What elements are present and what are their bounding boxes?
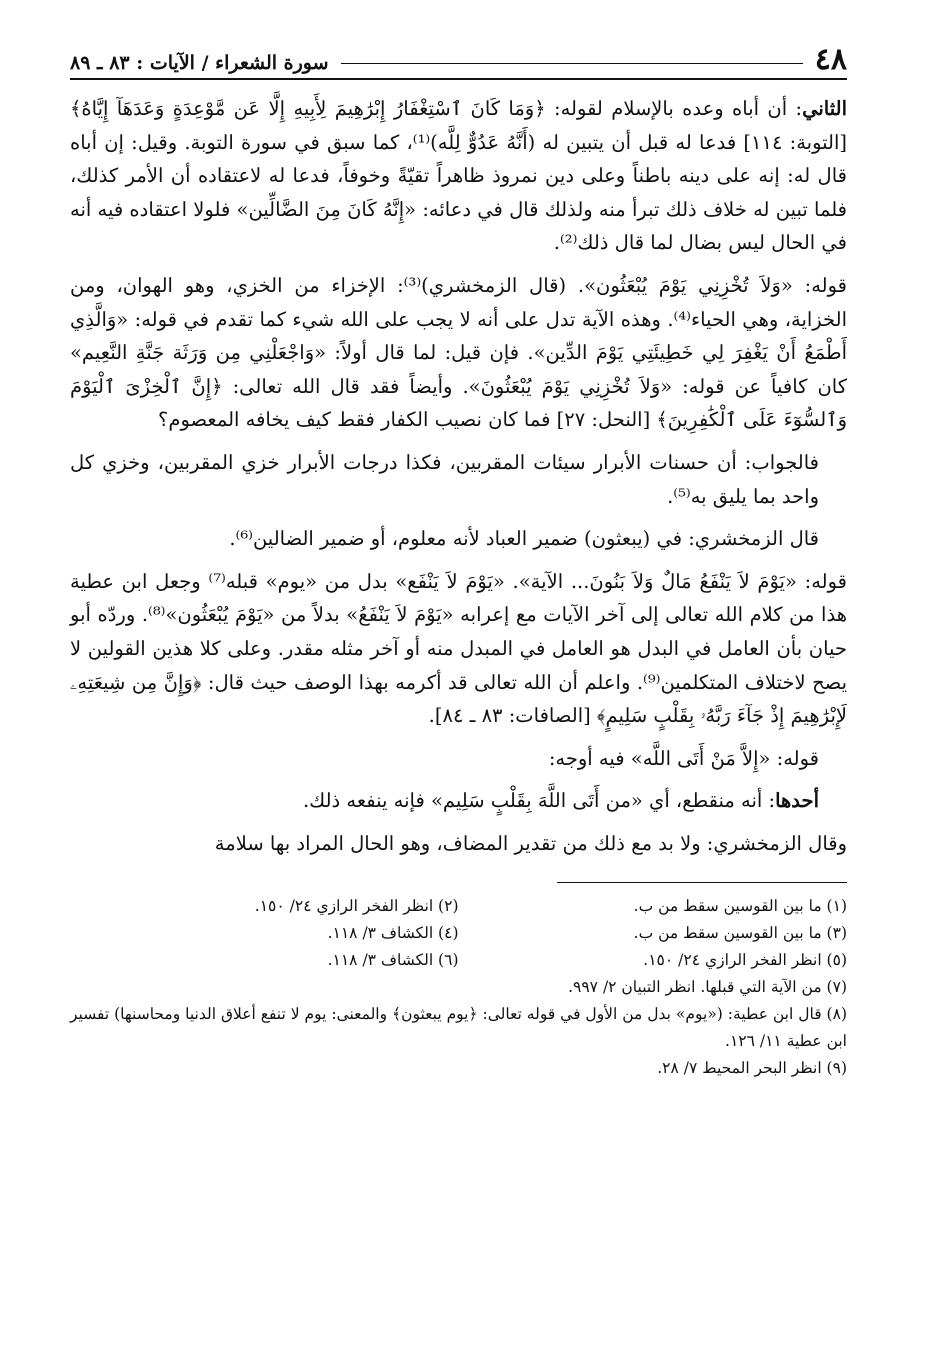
footnote-2: (٢) انظر الفخر الرازي ٢٤/ ١٥٠. (254, 897, 459, 916)
footnotes (70, 893, 847, 1082)
running-title: سورة الشعراء / الآيات : ٨٣ ـ ٨٩ (70, 52, 329, 74)
paragraph-7-lead: أحدها (775, 789, 819, 813)
main-text (70, 92, 847, 860)
paragraph-1 (70, 92, 847, 260)
footnote-6: (٦) الكشاف ٣/ ١١٨. (327, 951, 459, 970)
page-header (70, 38, 847, 80)
footnote-row (70, 893, 847, 920)
footnote-row (70, 920, 847, 947)
header-rule (341, 63, 803, 64)
paragraph-1-text: : أن أباه وعده بالإسلام لقوله: ﴿وَمَا كَانَ ٱسْتِغْفَارُ إِبْرَٰهِيمَ لِأَبِيهِ إِلَّا عَن مَّوْعِدَةٍ وَعَدَهَآ إِيَّاهُ﴾ [التوبة: ١١٤] فدعا له قبل أن يتبين له (أَنَّهُ عَدُوٌّ لِلَّه)⁽¹⁾، كما سبق في سورة التوبة. وقيل: إن أباه قال له: إنه على دينه باطناً وعلى دين نمروذ ظاهراً تقيّةً وخوفاً، فدعا له لاعتقاده أن الأمر كذلك، فلما تبين له خلاف ذلك تبرأ منه ولذلك قال في دعائه: «إِنَّهُ كَانَ مِنَ الضَّالِّين» فلولا اعتقاده فيه أنه في الحال ليس بضال لما قال ذلك⁽²⁾. (70, 97, 848, 255)
paragraph-3: فالجواب: أن حسنات الأبرار سيئات المقربين، فكذا درجات الأبرار خزي المقربين، وخزي كل واحد بما يليق به⁽⁵⁾. (70, 450, 819, 508)
footnote-5: (٥) انظر الفخر الرازي ٢٤/ ١٥٠. (643, 951, 847, 970)
footnote-4: (٤) الكشاف ٣/ ١١٨. (327, 924, 459, 943)
footnote-1: (١) ما بين القوسين سقط من ب. (633, 897, 847, 916)
paragraph-2: قوله: «وَلاَ تُخْزِنِي يَوْمَ يُبْعَثُون». (قال الزمخشري)⁽³⁾: الإخزاء من الخزي، وهو الهوان، ومن الخزاية، وهي الحياء⁽⁴⁾. وهذه الآية تدل على أنه لا يجب على الله شيء كما تقدم في قوله: «وَالَّذِي أَطْمَعُ أَنْ يَغْفِرَ لِي خَطِيئَتِي يَوْمَ الدِّين». فإن قيل: لما قال أولاً: «وَاجْعَلْنِي مِن وَرَثَة جَنَّةِ النَّعِيم» كان كافياً عن قوله: «وَلاَ تُخْزِنِي يَوْمَ يُبْعَثُونَ». وأيضاً فقد قال الله تعالى: ﴿إِنَّ ٱلْخِزْىَ ٱلْيَوْمَ وَٱلسُّوٓءَ عَلَى ٱلْكَٰفِرِينَ﴾ [النحل: ٢٧] فما كان نصيب الكفار فقط كيف يخافه المعصوم؟ (70, 273, 848, 432)
paragraph-7 (70, 784, 847, 818)
footnote-3: (٣) ما بين القوسين سقط من ب. (633, 924, 847, 943)
footnote-separator (557, 882, 847, 883)
footnote-7: (٧) من الآية التي قبلها. انظر التبيان ٢/ ٩٩٧. (568, 978, 847, 997)
paragraph-1-lead: الثاني (802, 97, 847, 120)
footnote-row (70, 947, 847, 974)
paragraph-4: قال الزمخشري: في (يبعثون) ضمير العباد لأنه معلوم، أو ضمير الضالين⁽⁶⁾. (229, 527, 819, 551)
book-page (70, 38, 847, 1351)
page-number: ٤٨ (814, 42, 847, 77)
paragraph-5: قوله: «يَوْمَ لاَ يَنْفَعُ مَالٌ وَلاَ بَنُونَ... الآية». «يَوْمَ لاَ يَنْفَع» بدل من «يوم» قبله⁽⁷⁾ وجعل ابن عطية هذا من كلام الله تعالى إلى آخر الآيات مع إعرابه «يَوْمَ لاَ يَنْفَعُ» بدلاً من «يَوْمَ يُبْعَثُون»⁽⁸⁾. وردّه أبو حيان بأن العامل في البدل هو العامل في المبدل منه أو آخر مثله مقدر. وعلى كلا هذين القولين لا يصح لاختلاف المتكلمين⁽⁹⁾. واعلم أن الله تعالى قد أكرمه بهذا الوصف حيث قال: ﴿وَإِنَّ مِن شِيعَتِهِۦ لَإِبْرَٰهِيمَ إِذْ جَآءَ رَبَّهُۥ بِقَلْبٍ سَلِيمٍ﴾ [الصافات: ٨٣ ـ ٨٤]. (70, 569, 847, 728)
paragraph-7-text: : أنه منقطع، أي «من أَتَى اللَّهَ بِقَلْبٍ سَلِيم» فإنه ينفعه ذلك. (302, 789, 776, 813)
footnote-9: (٩) انظر البحر المحيط ٧/ ٢٨. (657, 1059, 847, 1078)
paragraph-8: وقال الزمخشري: ولا بد مع ذلك من تقدير المضاف، وهو الحال المراد بها سلامة (214, 831, 847, 855)
footnote-8: (٨) قال ابن عطية: («يوم» بدل من الأول في قوله تعالى: ﴿يوم يبعثون﴾ والمعنى: يوم لا تنفع أعلاق الدنيا ومحاسنها) تفسير ابن عطية ١١/ ١٢٦. (69, 1005, 847, 1051)
paragraph-6: قوله: «إِلاَّ مَنْ أَتَى اللَّه» فيه أوجه: (548, 746, 819, 770)
